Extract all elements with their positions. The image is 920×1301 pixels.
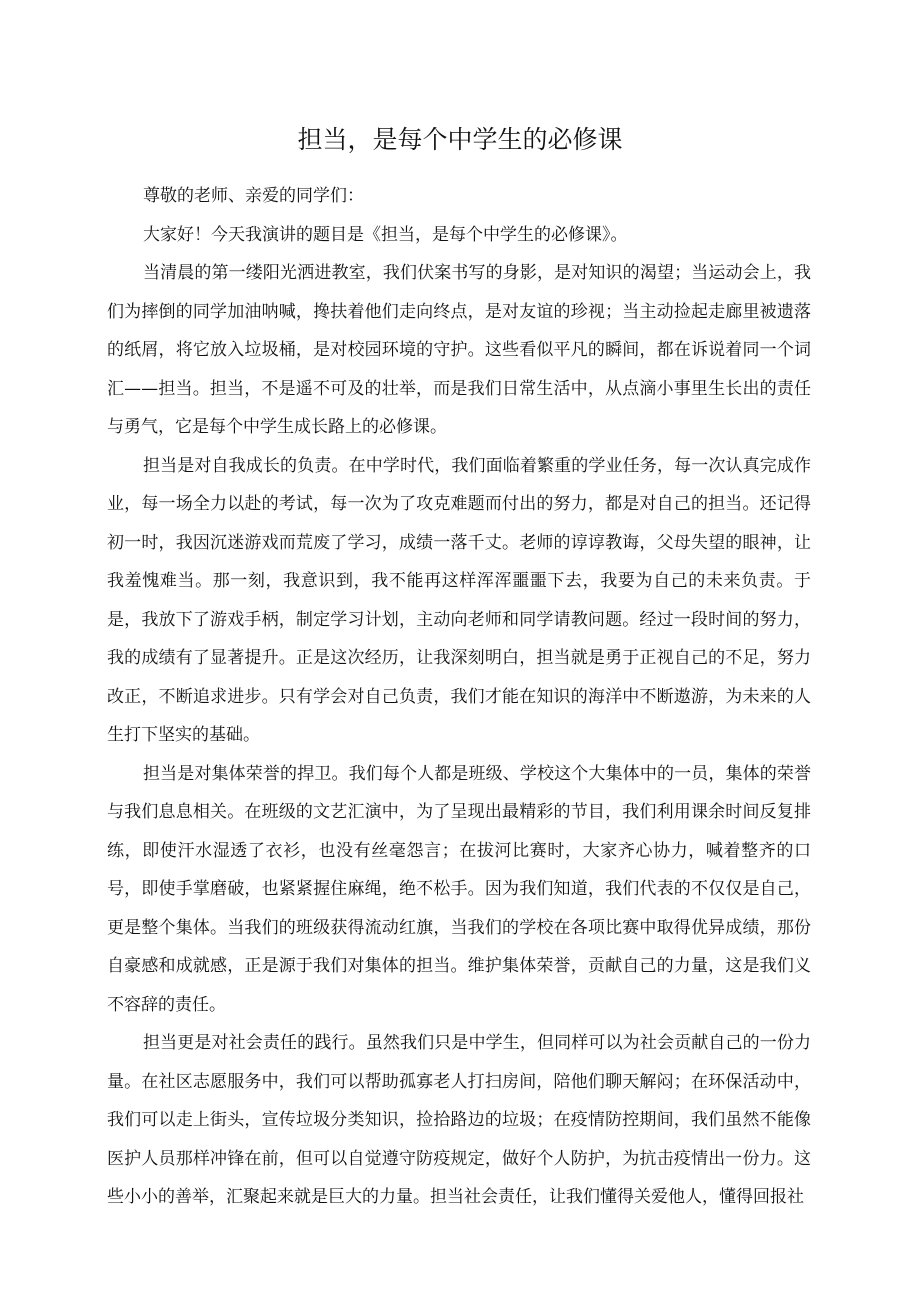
document-title: 担当，是每个中学生的必修课: [297, 125, 623, 154]
collective-honor-paragraph: 担当是对集体荣誉的捍卫。我们每个人都是班级、学校这个大集体中的一员，集体的荣誉与我们息息相关。在班级的文艺汇演中，为了呈现出最精彩的节目，我们利用课余时间反复排练，即使汗水湿透了衣衫，也没有丝毫怨言；在拔河比赛时，大家齐心协力，喊着整齐的口号，即使手掌磨破，也紧紧握住麻绳，绝不松手。因为我们知道，我们代表的不仅仅是自己，更是整个集体。当我们的班级获得流动红旗，当我们的学校在各项比赛中取得优异成绩，那份自豪感和成就感，正是源于我们对集体的担当。维护集体荣誉，贡献自己的力量，这是我们义不容辞的责任。: [107, 763, 811, 1015]
document-body: [107, 177, 811, 1217]
salutation-paragraph: 尊敬的老师、亲爱的同学们：: [143, 186, 364, 206]
intro-paragraph: 当清晨的第一缕阳光洒进教室，我们伏案书写的身影，是对知识的渴望；当运动会上，我们为摔倒的同学加油呐喊，搀扶着他们走向终点，是对友谊的珍视；当主动捡起走廊里被遗落的纸屑，将它放入垃圾桶，是对校园环境的守护。这些看似平凡的瞬间，都在诉说着同一个词汇——担当。担当，不是遥不可及的壮举，而是我们日常生活中，从点滴小事里生长出的责任与勇气，它是每个中学生成长路上的必修课。: [107, 263, 811, 437]
greeting-paragraph: 大家好！今天我演讲的题目是《担当，是每个中学生的必修课》。: [143, 224, 628, 245]
social-responsibility-paragraph: 担当更是对社会责任的践行。虽然我们只是中学生，但同样可以为社会贡献自己的一份力量。在社区志愿服务中，我们可以帮助孤寡老人打扫房间，陪他们聊天解闷；在环保活动中，我们可以走上街头，宣传垃圾分类知识，捡拾路边的垃圾；在疫情防控期间，我们虽然不能像医护人员那样冲锋在前，但可以自觉遵守防疫规定，做好个人防护，为抗击疫情出一份力。这些小小的善举，汇聚起来就是巨大的力量。担当社会责任，让我们懂得关爱他人，懂得回报社: [107, 1033, 811, 1207]
self-growth-paragraph: 担当是对自我成长的负责。在中学时代，我们面临着繁重的学业任务，每一次认真完成作业，每一场全力以赴的考试，每一次为了攻克难题而付出的努力，都是对自己的担当。还记得初一时，我因沉迷游戏而荒废了学习，成绩一落千丈。老师的谆谆教诲，父母失望的眼神，让我羞愧难当。那一刻，我意识到，我不能再这样浑浑噩噩下去，我要为自己的未来负责。于是，我放下了游戏手柄，制定学习计划，主动向老师和同学请教问题。经过一段时间的努力，我的成绩有了显著提升。正是这次经历，让我深刻明白，担当就是勇于正视自己的不足，努力改正，不断追求进步。只有学会对自己负责，我们才能在知识的海洋中不断遨游，为未来的人生打下坚实的基础。: [107, 455, 811, 745]
